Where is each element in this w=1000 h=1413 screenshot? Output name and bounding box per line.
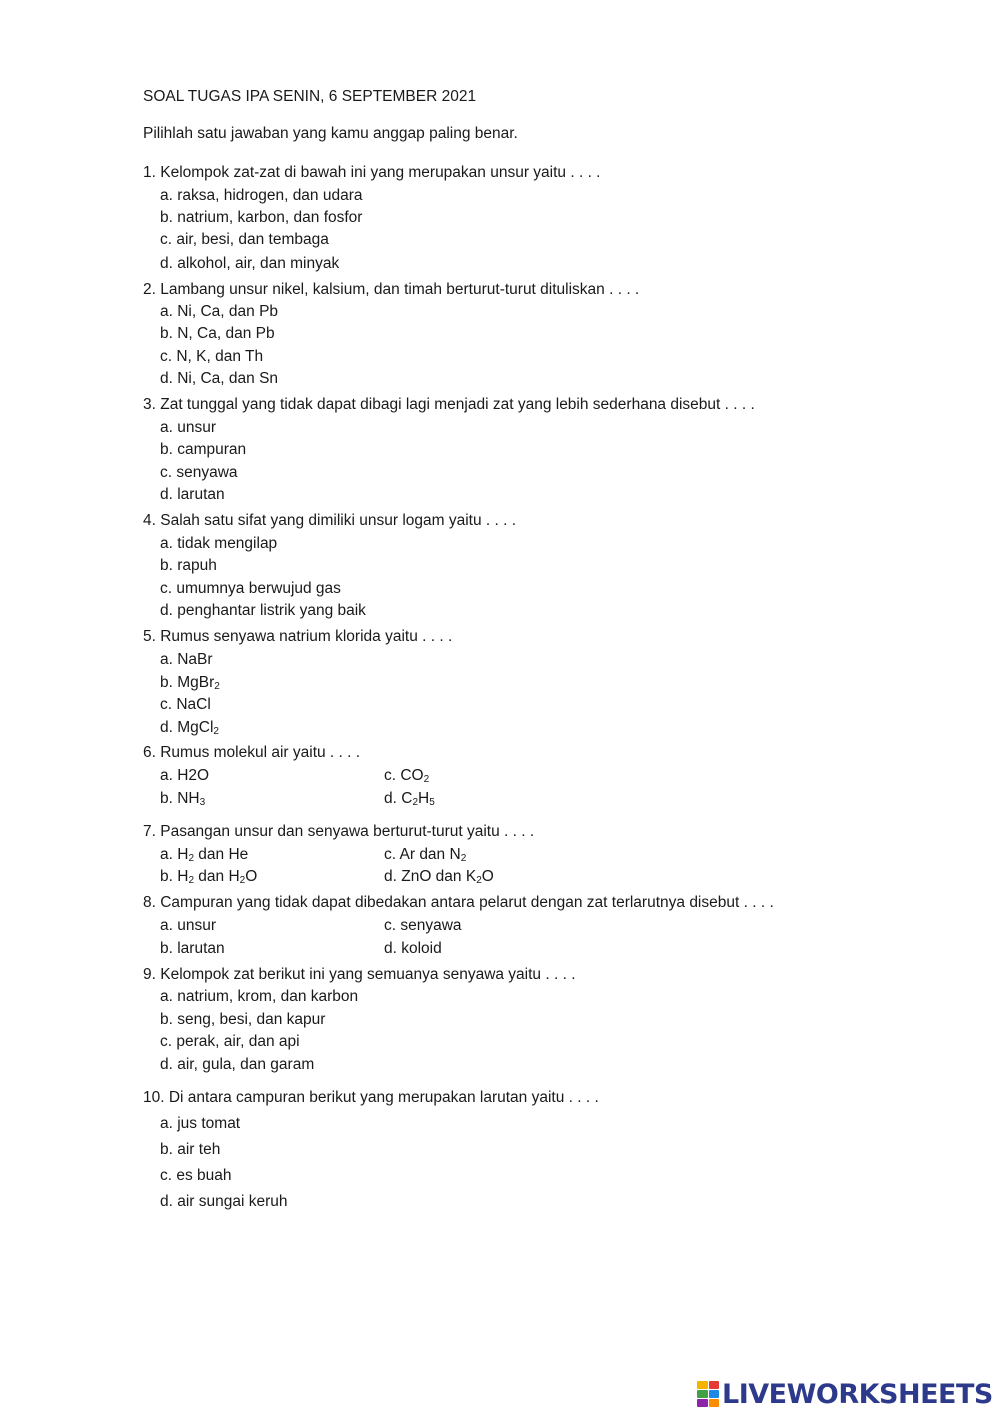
option-4d[interactable]: d. penghantar listrik yang baik: [160, 602, 366, 619]
question-5: 5. Rumus senyawa natrium klorida yaitu . . . .: [143, 628, 453, 645]
question-2: 2. Lambang unsur nikel, kalsium, dan timah berturut-turut dituliskan . . . .: [143, 281, 640, 298]
option-10b[interactable]: b. air teh: [160, 1141, 221, 1158]
option-10d[interactable]: d. air sungai keruh: [160, 1193, 288, 1210]
option-1b[interactable]: b. natrium, karbon, dan fosfor: [160, 209, 363, 226]
option-9a[interactable]: a. natrium, krom, dan karbon: [160, 988, 359, 1005]
logo-tile: [697, 1381, 708, 1389]
option-5b[interactable]: b. MgBr$_2$: [160, 674, 220, 692]
liveworksheets-logo: [697, 1378, 993, 1410]
option-10a[interactable]: a. jus tomat: [160, 1115, 241, 1132]
logo-tile: [697, 1390, 708, 1398]
option-2c[interactable]: c. N, K, dan Th: [160, 348, 264, 365]
question-3: 3. Zat tunggal yang tidak dapat dibagi lagi menjadi zat yang lebih sederhana disebut . . . .: [143, 396, 755, 413]
option-6c[interactable]: c. $CO_2$: [384, 767, 430, 785]
option-1c[interactable]: c. air, besi, dan tembaga: [160, 231, 329, 248]
option-6d[interactable]: d. $C_2H_5$: [384, 790, 435, 808]
option-1d[interactable]: d. alkohol, air, dan minyak: [160, 255, 340, 272]
option-7c[interactable]: c. Ar dan $N_2$: [384, 846, 467, 864]
logo-tile: [697, 1399, 708, 1407]
option-7d[interactable]: d. ZnO dan $K_2O$: [384, 868, 494, 886]
option-8d[interactable]: d. koloid: [384, 940, 442, 957]
option-3c[interactable]: c. senyawa: [160, 464, 238, 481]
option-7b[interactable]: b. $H_2$ dan $H_2O$: [160, 868, 258, 886]
option-5a[interactable]: a. NaBr: [160, 651, 213, 668]
option-9c[interactable]: c. perak, air, dan api: [160, 1033, 300, 1050]
option-5d[interactable]: d. MgCl$_2$: [160, 719, 219, 737]
question-1: 1. Kelompok zat-zat di bawah ini yang merupakan unsur yaitu . . . .: [143, 164, 601, 181]
logo-tile: [709, 1381, 720, 1389]
option-1a[interactable]: a. raksa, hidrogen, dan udara: [160, 187, 363, 204]
worksheet-title: SOAL TUGAS IPA SENIN, 6 SEPTEMBER 2021: [143, 88, 477, 105]
option-9d[interactable]: d. air, gula, dan garam: [160, 1056, 315, 1073]
question-8: 8. Campuran yang tidak dapat dibedakan antara pelarut dengan zat terlarutnya disebut . . . .: [143, 894, 774, 911]
option-4c[interactable]: c. umumnya berwujud gas: [160, 580, 341, 597]
instruction-text: Pilihlah satu jawaban yang kamu anggap paling benar.: [143, 125, 518, 142]
liveworksheets-wordmark: LIVEWORKSHEETS: [722, 1378, 993, 1410]
option-8b[interactable]: b. larutan: [160, 940, 225, 957]
question-7: 7. Pasangan unsur dan senyawa berturut-turut yaitu . . . .: [143, 823, 535, 840]
question-6: 6. Rumus molekul air yaitu . . . .: [143, 744, 361, 761]
option-6a[interactable]: a. H2O: [160, 767, 210, 784]
logo-tile: [709, 1390, 720, 1398]
option-10c[interactable]: c. es buah: [160, 1167, 232, 1184]
option-7a[interactable]: a. $H_2$ dan He: [160, 846, 249, 864]
question-9: 9. Kelompok zat berikut ini yang semuanya senyawa yaitu . . . .: [143, 966, 576, 983]
liveworksheets-icon: [697, 1381, 719, 1407]
option-3a[interactable]: a. unsur: [160, 419, 217, 436]
option-5c[interactable]: c. NaCl: [160, 696, 211, 713]
option-8c[interactable]: c. senyawa: [384, 917, 462, 934]
option-2b[interactable]: b. N, Ca, dan Pb: [160, 325, 275, 342]
logo-tile: [709, 1399, 720, 1407]
option-6b[interactable]: b. $NH_3$: [160, 790, 206, 808]
option-3b[interactable]: b. campuran: [160, 441, 247, 458]
option-8a[interactable]: a. unsur: [160, 917, 217, 934]
option-3d[interactable]: d. larutan: [160, 486, 225, 503]
option-9b[interactable]: b. seng, besi, dan kapur: [160, 1011, 326, 1028]
option-2a[interactable]: a. Ni, Ca, dan Pb: [160, 303, 279, 320]
question-4: 4. Salah satu sifat yang dimiliki unsur logam yaitu . . . .: [143, 512, 517, 529]
question-10: 10. Di antara campuran berikut yang merupakan larutan yaitu . . . .: [143, 1089, 599, 1106]
option-2d[interactable]: d. Ni, Ca, dan Sn: [160, 370, 279, 387]
option-4a[interactable]: a. tidak mengilap: [160, 535, 278, 552]
option-4b[interactable]: b. rapuh: [160, 557, 217, 574]
